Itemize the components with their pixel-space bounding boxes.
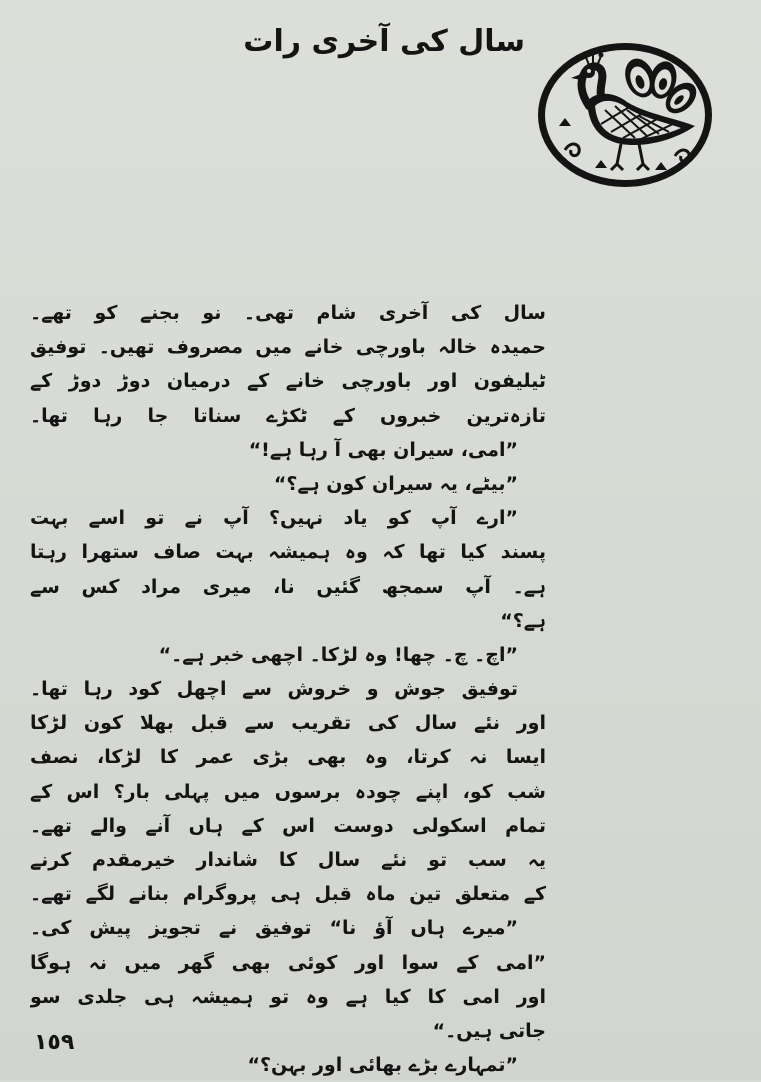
text-line: ہے؟“ xyxy=(500,609,546,632)
text-line: ”تمہارے بڑے بھائی اور بہن؟“ xyxy=(247,1054,518,1077)
text-line: پسند کیا تھا کہ وہ ہمیشہ بہت صاف ستھرا رہتا xyxy=(30,541,546,564)
text-line: ہے۔ آپ سمجھ گئیں نا، میری مراد کس سے xyxy=(30,575,546,598)
text-line: توفیق جوش و خروش سے اچھل کود رہا تھا۔ xyxy=(30,678,518,701)
text-line: حمیدہ خالہ باورچی خانے میں مصروف تھیں۔ توفیق xyxy=(30,336,546,359)
text-line: ”اچ۔ چ۔ چھا! وہ لڑکا۔ اچھی خبر ہے۔“ xyxy=(158,643,518,666)
text-line: ”میرے ہاں آؤ نا“ توفیق نے تجویز پیش کی۔ xyxy=(30,917,518,940)
text-line: ”بیٹے، یہ سیران کون ہے؟“ xyxy=(273,472,518,495)
story-text xyxy=(30,296,546,1082)
chapter-title: سال کی آخری رات xyxy=(243,24,525,59)
text-line: جاتی ہیں۔“ xyxy=(432,1019,546,1042)
page-number: ١٥٩ xyxy=(34,1030,75,1055)
text-line: کے متعلق تین ماہ قبل ہی پروگرام بنانے لگے تھے۔ xyxy=(30,883,546,906)
text-line: ”ارے آپ کو یاد نہیں؟ آپ نے تو اسے بہت xyxy=(30,507,518,530)
text-line: تمام اسکولی دوست اس کے ہاں آنے والے تھے۔ xyxy=(30,814,546,837)
text-line: ”امی کے سوا اور کوئی بھی گھر میں نہ ہوگا xyxy=(30,951,546,974)
text-line: سال کی آخری شام تھی۔ نو بجنے کو تھے۔ xyxy=(30,302,546,324)
text-line: ایسا نہ کرتا، وہ بھی بڑی عمر کا لڑکا، نصف xyxy=(30,746,546,769)
text-line: ”امی، سیران بھی آ رہا ہے!“ xyxy=(248,438,518,461)
text-line: اور امی کا کیا ہے وہ تو ہمیشہ ہی جلدی سو xyxy=(30,985,546,1008)
text-line: اور نئے سال کی تقریب سے قبل بھلا کون لڑکا xyxy=(30,712,546,735)
text-line: تازہ‌ترین خبروں کے ٹکڑے سناتا جا رہا تھا۔ xyxy=(30,404,546,427)
text-line: ٹیلیفون اور باورچی خانے کے درمیان دوڑ دوڑ کے xyxy=(30,370,546,393)
text-line: شب کو، اپنے چودہ برسوں میں پہلی بار؟ اس کے xyxy=(30,780,546,803)
text-line: یہ سب تو نئے سال کا شاندار خیرمقدم کرنے xyxy=(30,849,546,871)
peacock-emblem-icon xyxy=(535,40,715,190)
